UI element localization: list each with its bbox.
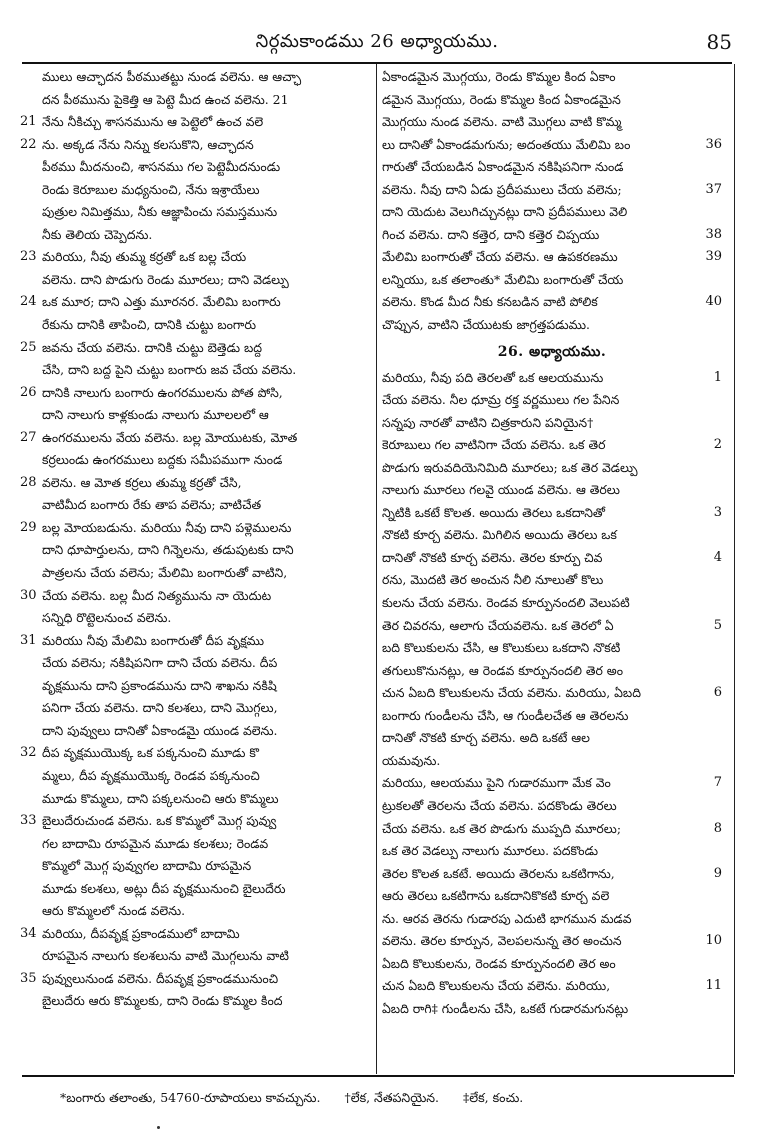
text-line [20,562,373,585]
verse-number [20,652,42,675]
text-line [382,750,722,773]
line-text: తెరల కొలత ఒకటే. అయిదు తెరలను ఒకటిగాను, [382,865,615,881]
running-title: నిర్గమకాండము 26 అధ్యాయము. [255,31,499,52]
footnote-woven: †లేక, నేతపనియైన. [344,1090,440,1105]
text-line [382,412,722,435]
text-line [382,314,722,337]
text-line [20,382,373,405]
verse-number [700,705,722,728]
verse-number: 6 [713,685,722,701]
text-line [382,389,722,412]
left-column [20,66,373,1072]
verse-number: 31 [20,632,37,648]
verse-number: 34 [20,925,37,941]
text-line [20,990,373,1013]
line-text: మరియు, ఆలయము పైని గుడారముగా మేక వెం [382,775,611,791]
text-line [20,404,373,427]
text-line [20,878,373,901]
verse-number: 1 [713,369,722,385]
verse-number [700,840,722,863]
line-text: కర్రలుండు ఉంగరములు బద్దకు సమీపముగా నుండ [42,452,283,468]
line-text: చేసి, దాని బద్ద పైని చుట్టు బంగారు జవ చేయ వలెను. [42,362,297,378]
verse-number: 28 [20,474,37,490]
line-text: లు దానితో ఏకాండమగును; అదంతయు మేలిమి బం [382,136,631,152]
line-text: బైలుదేరుచుండ వలెను. ఒక కొమ్మలో మొగ్గ పువ్వు [42,813,277,829]
verse-number [700,998,722,1021]
text-line [20,720,373,743]
verse-number [20,675,42,698]
verse-number: 22 [20,136,37,152]
line-text: చేయ వలెను. బల్ల మీద నిత్యమును నా యెదుట [42,587,272,603]
text-line [20,427,373,450]
line-text: రూపమైన నాలుగు కలశలును వాటి మొగ్గలును వాటి [42,948,289,964]
text-line [20,89,373,112]
text-line [382,975,722,998]
line-text: కొమ్మలో మొగ్గ పువ్వుగల బాదామి రూపమైన [42,858,252,874]
text-line [20,788,373,811]
line-text: కులను చేయ వలెను. రెండవ కూర్పునందలి వెలుపటి [382,595,630,611]
page-header [22,22,732,64]
verse-number: 37 [705,181,722,197]
text-line [20,314,373,337]
line-text: పీఠము మీదనుంచి, శాసనము గల పెట్టెమీదనుండు [42,159,281,175]
text-line [382,772,722,795]
verse-number: 3 [713,504,722,520]
verse-number: 4 [713,549,722,565]
line-text: చేయ వలెను; నకిషిపనిగా దాని చేయ వలెను. దీప [42,655,278,671]
line-text: దానితో నొకటి కూర్చ వలెను. అది ఒకటే ఆల [382,730,590,746]
line-text: చేయ వలెను. ఒక తెర పొడుగు ముప్పది మూరలు; [382,820,622,836]
text-line [20,675,373,698]
text-line [20,855,373,878]
verse-number: 39 [705,249,722,265]
line-text: బంగారు గుండీలను చేసి, ఆ గుండీలచేత ఆ తెరలను [382,707,629,723]
verse-number [20,788,42,811]
line-text: దన పీఠమును పైకెత్తి ఆ పెట్టె మీద ఉంచ వలెను. 21 [42,91,289,107]
line-text: కెరూబులు గల వాటినిగా చేయ వలెను. ఒక తెర [382,437,606,453]
verse-number [20,607,42,630]
text-line [382,111,722,134]
text-line [382,367,722,390]
right-column [382,66,722,1072]
line-text: దాని నాలుగు కాళ్లకుండు నాలుగు మూలలలో ఆ [42,407,269,423]
verse-number [20,833,42,856]
verse-number: 10 [705,933,722,949]
text-line [382,908,722,931]
text-line [382,840,722,863]
verse-number: 24 [20,294,37,310]
verse-number [700,660,722,683]
verse-number [20,269,42,292]
text-line [20,494,373,517]
verse-number [700,89,722,112]
verse-number: 36 [705,136,722,152]
footnote-separator [22,1075,734,1077]
right-margin-rule [734,64,735,1074]
text-line [20,111,373,134]
verse-number: 29 [20,519,37,535]
verse-number: 5 [713,617,722,633]
text-line [382,818,722,841]
verse-number [700,524,722,547]
text-line [20,224,373,247]
text-line [382,998,722,1021]
footnote-bronze: ‡లేక, కంచు. [463,1090,524,1105]
text-line [20,472,373,495]
verse-number [700,389,722,412]
text-line [20,517,373,540]
text-line [20,652,373,675]
line-text: దానితో నొకటి కూర్చ వలెను. తెరల కూర్పు చివ [382,549,603,565]
line-text: మూడు కొమ్మలు, దాని పక్కలనుంచి ఆరు కొమ్మలు [42,790,279,806]
line-text: మొగ్గయు నుండ వలెను. వాటి మొగ్గలు వాటి కొమ్మ [382,114,622,130]
text-line [382,434,722,457]
line-text: ట్రుకలతో తెరలను చేయ వలెను. పదకొండు తెరలు [382,797,617,813]
line-text: గారుతో చేయబడిన ఏకాండమైన నకిషిపనిగా నుండ [382,159,624,175]
verse-number: 40 [705,294,722,310]
line-text: ఆరు కొమ్మలలో నుండ వలెను. [42,903,186,919]
line-text: ఏబది రాగి‡ గుండీలను చేసి, ఒకటే గుడారమగునట్లు [382,1000,629,1016]
line-text: తగులుకొనునట్లు, ఆ రెండవ కూర్పునందలి తెర అం [382,662,623,678]
line-text: గల బాదామి రూపమైన మూడు కలశలు; రెండవ [42,835,269,851]
text-line [382,524,722,547]
verse-number: 27 [20,429,37,445]
line-text: నాలుగు మూరలు గలవై యుండ వలెను. ఆ తెరలు [382,482,620,498]
text-line [382,705,722,728]
verse-number: 8 [713,820,722,836]
verse-number: 25 [20,339,37,355]
verse-number [20,449,42,472]
line-text: పుత్రుల నిమిత్తము, నీకు ఆజ్ఞాపించు సమస్తమును [42,204,278,220]
verse-number [700,727,722,750]
verse-number [700,479,722,502]
text-line [382,269,722,292]
text-line [382,224,722,247]
text-line [382,615,722,638]
line-text: గించ వలెను. దాని కత్తెర, దాని కత్తెర చిప్పయు [382,226,600,242]
text-line [382,682,722,705]
line-text: పువ్వులునుండ వలెను. దీపవృక్ష ప్రకాండమునుంచి [42,970,279,986]
line-text: ను. ఆరవ తెరను గుడారపు ఎదుటి భాగమున మడవ [382,910,632,926]
line-text: మరియు, నీవు పది తెరలతో ఒక ఆలయమును [382,369,604,385]
verse-number: 7 [713,775,722,791]
verse-number: 2 [713,437,722,453]
line-text: బైలుదేరు ఆరు కొమ్మలకు, దాని రెండు కొమ్మల కింద [42,993,283,1009]
line-text: మరియు, నీవు తుమ్మ కర్రతో ఒక బల్ల చేయ [42,249,247,265]
verse-number [700,457,722,480]
text-line [20,900,373,923]
verse-number [20,89,42,112]
line-text: దాని ధూపార్తులను, దాని గిన్నెలను, తడుపుటకు దాని [42,542,294,558]
line-text: మేలిమి బంగారుతో చేయ వలెను. ఆ ఉపకరణము [382,249,618,265]
line-text: చొప్పున, వాటిని చేయుటకు జాగ్రత్తపడుము. [382,317,590,333]
text-line [20,630,373,653]
line-text: ఆరు తెరలు ఒకటిగాను ఒకదానికొకటి కూర్చ వలె [382,888,610,904]
line-text: సన్నిధి రొట్టెలనుంచ వలెను. [42,610,172,626]
text-line [382,953,722,976]
verse-number [20,179,42,202]
text-line [382,89,722,112]
verse-number [700,201,722,224]
line-text: పనిగా చేయ వలెను. దాని కలశలు, దాని మొగ్గలు, [42,700,278,716]
line-text: రేకును దానికి తాపించి, దానికి చుట్టు బంగారు [42,317,256,333]
text-line [20,359,373,382]
line-text: ను. అక్కడ నేను నిన్ను కలసుకొని, ఆచ్ఛాదన [42,136,254,152]
text-line [20,833,373,856]
text-line [382,727,722,750]
verse-number [700,269,722,292]
line-text: రను, మొదటి తెర అంచున నీలి నూలుతో కొలు [382,572,604,588]
text-line [20,449,373,472]
line-text: వలెను. కొండ మీద నీకు కనబడిన వాటి పోలిక [382,294,598,310]
verse-number [700,637,722,660]
chapter-heading: 26. అధ్యాయము. [497,343,607,360]
line-text: మ్మలు, దీప వృక్షముయొక్క రెండవ పక్కనుంచి [42,767,260,783]
line-text: బల్ల మోయబడును. మరియు నీవు దాని పళ్లెములను [42,519,292,535]
text-line [20,179,373,202]
verse-number [20,990,42,1013]
line-text: యమవును. [382,752,441,768]
verse-number [20,855,42,878]
line-text: ములు ఆచ్ఛాదన పీఠముతట్టు నుండ వలెను. ఆ ఆచ్ఛా [42,69,302,84]
verse-number [700,953,722,976]
verse-number [20,765,42,788]
line-text: డమైన మొగ్గయు, రెండు కొమ్మల కింద ఏకాండమైన [382,91,621,107]
verse-number: 11 [705,978,722,994]
verse-number [700,750,722,773]
line-text: వాటిమీద బంగారు రేకు తాప వలెను; వాటిచేత [42,497,262,513]
text-line [382,547,722,570]
chapter-25-continued [382,66,722,337]
text-line [20,742,373,765]
text-line [382,156,722,179]
text-line [382,502,722,525]
text-line [20,968,373,991]
verse-number [20,494,42,517]
line-text: చున ఏబది కొలుకులను చేయ వలెను. మరియు, ఏబది [382,685,641,701]
text-line [382,66,722,89]
text-line [20,923,373,946]
text-line [382,457,722,480]
text-line [20,539,373,562]
text-line [20,269,373,292]
line-text: బది కొలుకులను చేసి, ఆ కొలుకులు ఒకదాని నొకటి [382,640,621,656]
line-text: ఒక తెర వెడల్పు నాలుగు మూరలు. పదకొండు [382,843,599,859]
line-text: లన్నియు, ఒక తలాంతు* మేలిమి బంగారుతో చేయ [382,271,624,287]
text-line [20,246,373,269]
text-line [20,607,373,630]
text-line [382,201,722,224]
verse-number [20,562,42,585]
verse-number [20,224,42,247]
text-line [382,637,722,660]
text-line [382,246,722,269]
text-line [20,585,373,608]
text-line [382,592,722,615]
line-text: తెర చివరను, ఆలాగు చేయవలెను. ఒక తెరలో ఏ [382,617,614,633]
text-line [20,201,373,224]
line-text: పాత్రలను చేయ వలెను; మేలిమి బంగారుతో వాటిని, [42,565,288,581]
verse-number: 35 [20,970,37,986]
verse-number: 32 [20,745,37,761]
verse-number [20,900,42,923]
verse-number [700,795,722,818]
line-text: నీకు తెలియ చెప్పెదను. [42,226,153,242]
text-line [382,479,722,502]
verse-number: 38 [705,226,722,242]
line-text: దానికి నాలుగు బంగారు ఉంగరములను పోత పోసి, [42,384,283,400]
line-text: దాని పువ్వులు దానితో ఏకాండమై యుండ వలెను. [42,722,278,738]
line-text: వలెను. ఆ మోత కర్రలు తుమ్మ కర్రతో చేసి, [42,474,242,490]
text-line [20,337,373,360]
text-line [20,134,373,157]
text-line [382,134,722,157]
verse-number [20,314,42,337]
line-text: ఒక మూర; దాని ఎత్తు మూరనర. మేలిమి బంగారు [42,294,281,310]
line-text: దాని యెదుట వెలుగిచ్చునట్లు దాని ప్రదీపములు వెలి [382,204,628,220]
text-line [382,291,722,314]
line-text: ఏబది కొలుకులను, రెండవ కూర్పునందలి తెర అం [382,955,616,971]
verse-number [700,412,722,435]
text-line [20,945,373,968]
text-line [20,765,373,788]
text-line [382,179,722,202]
verse-number [20,66,42,89]
line-text: వృక్షమును దాని ప్రకాండమును దాని శాఖను నకిషి [42,677,277,693]
column-divider [376,64,377,1074]
line-text: నేను నీకిచ్చు శాసనమును ఆ పెట్టెలో ఉంచ వలె [42,114,264,130]
text-line [382,660,722,683]
verse-number [700,156,722,179]
verse-number [20,720,42,743]
text-line [382,863,722,886]
verse-number: 9 [713,865,722,881]
text-line [20,156,373,179]
verse-number [20,201,42,224]
verse-number: 21 [20,114,37,130]
text-line [382,885,722,908]
chapter-26-text [382,367,722,1021]
verse-number [20,878,42,901]
verse-number [20,359,42,382]
line-text: రెండు కెరూబుల మధ్యనుంచి, నేను ఇశ్రాయేలు [42,181,260,197]
line-text: పొడుగు ఇరువదియెనిమిది మూరలు; ఒక తెర వెడల్పు [382,459,638,475]
verse-number [700,885,722,908]
line-text: చున ఏబది కొలుకులను చేయ వలెను. మరియు, [382,978,611,994]
line-text: మరియు నీవు మేలిమి బంగారుతో దీప వృక్షము [42,632,265,648]
line-text: ఉంగరములను వేయ వలెను. బల్ల మోయుటకు, మోత [42,429,298,445]
verse-number: 23 [20,249,37,265]
text-line [20,66,373,89]
verse-number [20,539,42,562]
verse-number [700,66,722,89]
line-text: సన్నపు నారతో వాటిని చిత్రకారుని పనియైన† [382,414,594,430]
verse-number: 30 [20,587,37,603]
print-speck [157,1126,160,1129]
line-text: జవను చేయ వలెను. దానికి చుట్టు బెత్తెడు బద్ద [42,339,263,355]
verse-number [700,592,722,615]
line-text: వలెను. నీవు దాని ఏడు ప్రదీపములు చేయ వలెను; [382,181,622,197]
text-line [382,795,722,818]
text-line [20,810,373,833]
verse-number [20,156,42,179]
line-text: ఏకాండమైన మొగ్గయు, రెండు కొమ్మల కింద ఏకాం [382,69,616,84]
verse-number [700,569,722,592]
text-line [382,930,722,953]
line-text: నొకటి కూర్చ వలెను. మిగిలిన అయిదు తెరలు ఒక [382,527,617,543]
line-text: దీప వృక్షముయొక్క ఒక పక్కనుంచి మూడు కొ [42,745,259,761]
footnotes [60,1090,720,1109]
page-number: 85 [706,30,732,54]
verse-number: 26 [20,384,37,400]
line-text: వలెను. దాని పొడుగు రెండు మూరలు; దాని వెడల్పు [42,271,289,287]
verse-number [20,945,42,968]
verse-number [700,111,722,134]
line-text: మరియు, దీపవృక్ష ప్రకాండములో బాదామి [42,925,240,941]
footnote-talent: *బంగారు తలాంతు, 54760-రూపాయలు కావచ్చును. [60,1090,321,1105]
text-line [20,291,373,314]
line-text: న్నిటికి ఒకటే కొలత. అయిదు తెరలు ఒకదానితో [382,504,605,520]
verse-number [700,314,722,337]
verse-number: 33 [20,813,37,829]
line-text: చేయ వలెను. నీల ధూమ్ర రక్త వర్ణములు గల పేనిన [382,392,620,408]
line-text: మూడు కలశలు, అట్లు దీప వృక్షమునుంచి బైలుదేరు [42,880,286,896]
verse-number [700,908,722,931]
text-line [20,697,373,720]
verse-number [20,697,42,720]
line-text: వలెను. తెరల కూర్పున, వెలపలనున్న తెర అంచున [382,933,622,949]
verse-number [20,404,42,427]
text-line [382,569,722,592]
